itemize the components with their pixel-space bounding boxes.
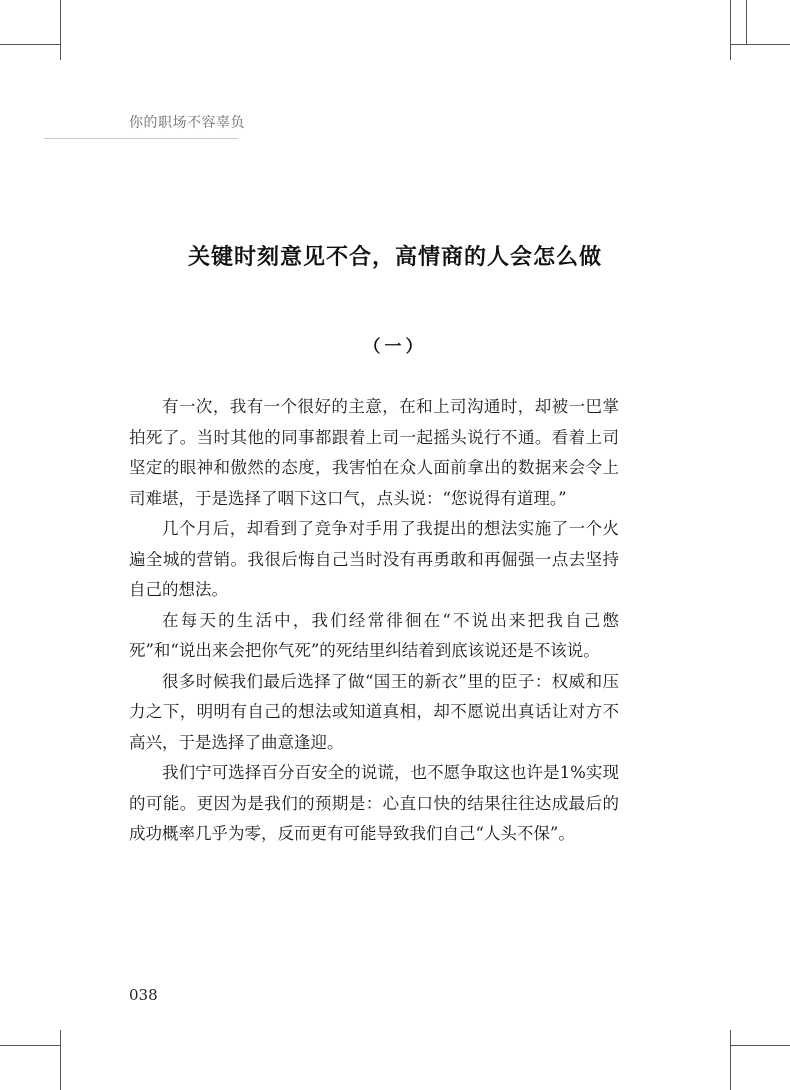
crop-mark-top-left-horizontal xyxy=(0,44,60,45)
crop-mark-bottom-left-horizontal xyxy=(0,1045,60,1046)
page-number: 038 xyxy=(129,986,158,1004)
crop-mark-top-right-vertical-inner xyxy=(746,0,747,44)
crop-mark-bottom-left-vertical xyxy=(60,1030,61,1090)
section-number: （一） xyxy=(363,337,427,357)
paragraph: 几个月后，却看到了竞争对手用了我提出的想法实施了一个火遍全城的营销。我很后悔自己当时没有再勇敢和再倔强一点去坚持自己的想法。 xyxy=(129,519,619,599)
chapter-title: 关键时刻意见不合，高情商的人会怎么做 xyxy=(187,245,602,270)
running-head-rule xyxy=(44,138,238,139)
crop-mark-top-right-horizontal xyxy=(730,44,790,45)
paragraph: 我们宁可选择百分百安全的说谎，也不愿争取这也许是1%实现的可能。更因为是我们的预期是：心直口快的结果往往达成最后的成功概率几乎为零，反而更有可能导致我们自己“人头不保”。 xyxy=(129,763,619,843)
paragraph: 有一次，我有一个很好的主意，在和上司沟通时，却被一巴掌拍死了。当时其他的同事都跟着上司一起摇头说行不通。看着上司坚定的眼神和傲然的态度，我害怕在众人面前拿出的数据来会令上司难堪，于是选择了咽下这口气，点头说：“您说得有道理。” xyxy=(129,397,619,508)
body-text xyxy=(129,392,619,850)
crop-mark-bottom-right-horizontal xyxy=(730,1045,790,1046)
paragraph: 在每天的生活中，我们经常徘徊在“不说出来把我自己憋死”和“说出来会把你气死”的死结里纠结着到底该说还是不该说。 xyxy=(129,610,619,660)
paragraph: 很多时候我们最后选择了做“国王的新衣”里的臣子：权威和压力之下，明明有自己的想法或知道真相，却不愿说出真话让对方不高兴，于是选择了曲意逢迎。 xyxy=(129,671,619,752)
crop-mark-top-left-vertical xyxy=(60,0,61,60)
crop-mark-bottom-right-vertical xyxy=(730,1030,731,1090)
crop-mark-top-right-vertical xyxy=(730,0,731,60)
running-head: 你的职场不容辜负 xyxy=(129,115,245,131)
